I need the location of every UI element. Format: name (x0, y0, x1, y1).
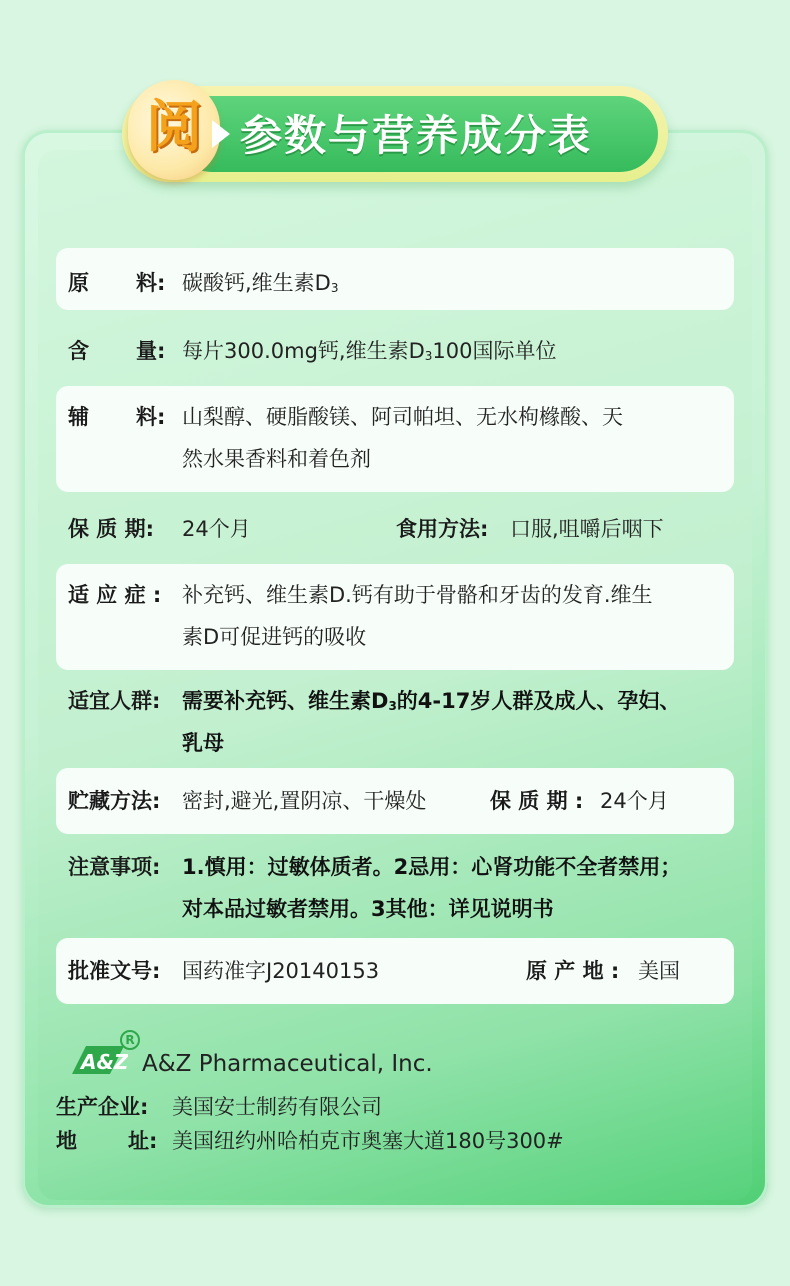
origin-value: 美国 (638, 959, 680, 983)
arrow-right-icon (212, 120, 230, 148)
maker-value: 美国安士制药有限公司 (172, 1095, 382, 1119)
page-title: 参数与营养成分表 (240, 111, 593, 160)
storage-label: 贮藏方法: (68, 789, 161, 813)
az-logo-icon (66, 1040, 128, 1080)
excipients-label-b: 料: (136, 405, 166, 429)
content-value (182, 328, 557, 377)
company-name-en: A&Z Pharmaceutical, Inc. (142, 1051, 433, 1077)
target-line1-sub: 3 (388, 699, 397, 713)
origin-label: 原 产 地 : (526, 959, 620, 983)
ingredients-value-main: 碳酸钙,维生素D (182, 271, 331, 295)
excipients-label-a: 辅 (68, 405, 89, 429)
content-value-sub: 3 (424, 349, 433, 363)
target-line1-post: 的4-17岁人群及成人、孕妇、 (396, 689, 681, 713)
approval-value: 国药准字J20140153 (182, 959, 380, 983)
indications-label: 适 应 症 : (68, 583, 162, 607)
excipients-line2: 然水果香料和着色剂 (182, 447, 371, 471)
maker-label: 生产企业: (56, 1095, 149, 1119)
shelf-life-value: 24个月 (182, 517, 251, 541)
approval-label: 批准文号: (68, 959, 161, 983)
target-line1-pre: 需要补充钙、维生素D (182, 689, 389, 713)
storage-value: 密封,避光,置阴凉、干燥处 (182, 789, 427, 813)
az-logo-text: A&Z (81, 1050, 128, 1074)
read-badge-char: 阅 (146, 95, 202, 160)
registered-mark: R (120, 1030, 140, 1050)
usage-label: 食用方法: (396, 517, 489, 541)
excipients-line1: 山梨醇、硬脂酸镁、阿司帕坦、无水枸橼酸、天 (182, 405, 623, 429)
ingredients-value (182, 260, 339, 309)
content-value-pre: 每片300.0mg钙,维生素D (182, 339, 425, 363)
indications-line2: 素D可促进钙的吸收 (182, 625, 367, 649)
address-label-a: 地 (56, 1129, 77, 1153)
storage-shelf-value: 24个月 (600, 789, 669, 813)
storage-shelf-label: 保 质 期 : (490, 789, 584, 813)
target-line1 (182, 678, 680, 727)
ingredients-label-b: 料: (136, 271, 166, 295)
target-line2: 乳母 (182, 731, 224, 755)
shelf-life-label: 保 质 期: (68, 517, 155, 541)
indications-line1: 补充钙、维生素D.钙有助于骨骼和牙齿的发育.维生 (182, 583, 653, 607)
content-label-a: 含 (68, 339, 89, 363)
address-value: 美国纽约州哈柏克市奥塞大道180号300# (172, 1129, 564, 1153)
usage-value: 口服,咀嚼后咽下 (510, 517, 664, 541)
target-label: 适宜人群: (68, 689, 161, 713)
address-label-b: 址: (128, 1129, 158, 1153)
notes-label: 注意事项: (68, 855, 161, 879)
ingredients-label-a: 原 (68, 271, 89, 295)
content-value-post: 100国际单位 (432, 339, 557, 363)
content-label-b: 量: (136, 339, 166, 363)
notes-line2: 对本品过敏者禁用。3其他：详见说明书 (182, 897, 554, 921)
notes-line1: 1.慎用：过敏体质者。2忌用：心肾功能不全者禁用； (182, 855, 682, 879)
ingredients-value-sub: 3 (330, 281, 339, 295)
